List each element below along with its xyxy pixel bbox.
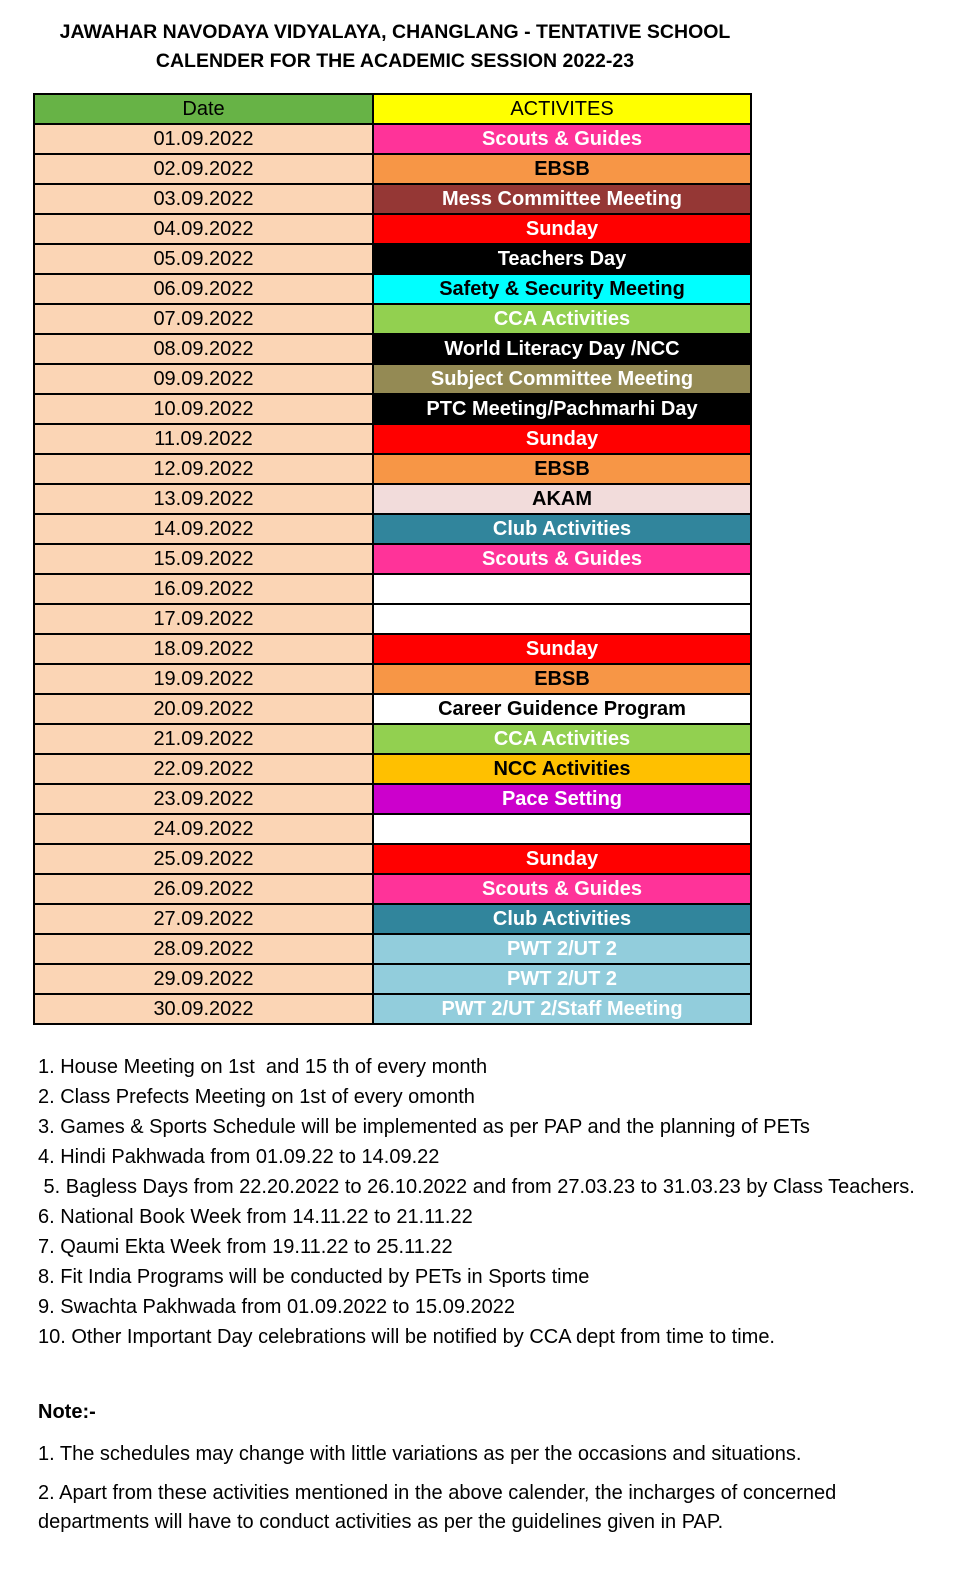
date-cell: 03.09.2022 — [34, 184, 373, 214]
activity-cell: Scouts & Guides — [373, 544, 751, 574]
activity-cell: EBSB — [373, 454, 751, 484]
date-cell: 20.09.2022 — [34, 694, 373, 724]
date-cell: 16.09.2022 — [34, 574, 373, 604]
date-cell: 05.09.2022 — [34, 244, 373, 274]
table-row — [34, 154, 751, 184]
date-cell: 12.09.2022 — [34, 454, 373, 484]
date-cell: 30.09.2022 — [34, 994, 373, 1024]
activity-cell: NCC Activities — [373, 754, 751, 784]
activity-cell: Career Guidence Program — [373, 694, 751, 724]
page-title — [0, 18, 790, 76]
activity-cell: Pace Setting — [373, 784, 751, 814]
activity-cell: EBSB — [373, 664, 751, 694]
points-list — [38, 1052, 915, 1352]
calendar-body — [34, 124, 751, 1024]
activity-cell — [373, 574, 751, 604]
title-line-1: JAWAHAR NAVODAYA VIDYALAYA, CHANGLANG - TENTATIVE SCHOOL — [59, 21, 731, 43]
date-cell: 13.09.2022 — [34, 484, 373, 514]
activity-cell: Subject Committee Meeting — [373, 364, 751, 394]
date-cell: 23.09.2022 — [34, 784, 373, 814]
activity-cell: Sunday — [373, 634, 751, 664]
table-row — [34, 934, 751, 964]
table-row — [34, 994, 751, 1024]
date-cell: 25.09.2022 — [34, 844, 373, 874]
point-item: 2. Class Prefects Meeting on 1st of every omonth — [38, 1086, 475, 1108]
date-cell: 29.09.2022 — [34, 964, 373, 994]
table-row — [34, 304, 751, 334]
activity-cell: Mess Committee Meeting — [373, 184, 751, 214]
activity-cell: World Literacy Day /NCC — [373, 334, 751, 364]
date-cell: 15.09.2022 — [34, 544, 373, 574]
notes-list — [38, 1440, 938, 1547]
activity-cell: Scouts & Guides — [373, 124, 751, 154]
activity-cell: Safety & Security Meeting — [373, 274, 751, 304]
table-row — [34, 334, 751, 364]
date-cell: 19.09.2022 — [34, 664, 373, 694]
point-item: 8. Fit India Programs will be conducted by PETs in Sports time — [38, 1266, 590, 1288]
note-item: 1. The schedules may change with little variations as per the occasions and situations. — [38, 1443, 802, 1465]
header-activities: ACTIVITES — [373, 94, 751, 124]
table-row — [34, 724, 751, 754]
table-row — [34, 844, 751, 874]
date-cell: 11.09.2022 — [34, 424, 373, 454]
calendar-table — [33, 93, 752, 1025]
activity-cell: PTC Meeting/Pachmarhi Day — [373, 394, 751, 424]
table-row — [34, 544, 751, 574]
activity-cell: CCA Activities — [373, 304, 751, 334]
point-item: 4. Hindi Pakhwada from 01.09.22 to 14.09.22 — [38, 1146, 440, 1168]
table-row — [34, 814, 751, 844]
table-header-row — [34, 94, 751, 124]
activity-cell: PWT 2/UT 2 — [373, 934, 751, 964]
point-item: 7. Qaumi Ekta Week from 19.11.22 to 25.11.22 — [38, 1236, 453, 1258]
date-cell: 10.09.2022 — [34, 394, 373, 424]
table-row — [34, 484, 751, 514]
point-item: 10. Other Important Day celebrations will be notified by CCA dept from time to time. — [38, 1326, 775, 1348]
activity-cell: Sunday — [373, 424, 751, 454]
table-row — [34, 874, 751, 904]
date-cell: 28.09.2022 — [34, 934, 373, 964]
table-row — [34, 184, 751, 214]
table-row — [34, 124, 751, 154]
date-cell: 07.09.2022 — [34, 304, 373, 334]
date-cell: 01.09.2022 — [34, 124, 373, 154]
table-row — [34, 784, 751, 814]
table-row — [34, 364, 751, 394]
note-heading: Note:- — [38, 1401, 96, 1423]
date-cell: 08.09.2022 — [34, 334, 373, 364]
table-row — [34, 514, 751, 544]
table-row — [34, 964, 751, 994]
date-cell: 26.09.2022 — [34, 874, 373, 904]
activity-cell — [373, 814, 751, 844]
activity-cell: PWT 2/UT 2/Staff Meeting — [373, 994, 751, 1024]
table-row — [34, 574, 751, 604]
date-cell: 22.09.2022 — [34, 754, 373, 784]
point-item: 9. Swachta Pakhwada from 01.09.2022 to 15.09.2022 — [38, 1296, 516, 1318]
point-item: 6. National Book Week from 14.11.22 to 21.11.22 — [38, 1206, 473, 1228]
activity-cell: CCA Activities — [373, 724, 751, 754]
date-cell: 21.09.2022 — [34, 724, 373, 754]
table-row — [34, 664, 751, 694]
activity-cell: AKAM — [373, 484, 751, 514]
table-row — [34, 904, 751, 934]
table-row — [34, 214, 751, 244]
table-row — [34, 454, 751, 484]
activity-cell: Teachers Day — [373, 244, 751, 274]
point-item: 1. House Meeting on 1st and 15 th of every month — [38, 1056, 488, 1078]
header-date: Date — [34, 94, 373, 124]
activity-cell: Sunday — [373, 214, 751, 244]
activity-cell: Sunday — [373, 844, 751, 874]
table-row — [34, 694, 751, 724]
activity-cell: EBSB — [373, 154, 751, 184]
title-line-2: CALENDER FOR THE ACADEMIC SESSION 2022-23 — [155, 50, 635, 72]
table-row — [34, 634, 751, 664]
date-cell: 02.09.2022 — [34, 154, 373, 184]
date-cell: 27.09.2022 — [34, 904, 373, 934]
date-cell: 04.09.2022 — [34, 214, 373, 244]
table-row — [34, 394, 751, 424]
table-row — [34, 244, 751, 274]
date-cell: 24.09.2022 — [34, 814, 373, 844]
date-cell: 09.09.2022 — [34, 364, 373, 394]
table-row — [34, 754, 751, 784]
point-item: 3. Games & Sports Schedule will be implemented as per PAP and the planning of PETs — [38, 1116, 810, 1138]
date-cell: 18.09.2022 — [34, 634, 373, 664]
note-item: 2. Apart from these activities mentioned in the above calender, the incharges of concerned departments will have to conduct activities as per the guidelines given in PAP. — [38, 1482, 837, 1533]
table-row — [34, 604, 751, 634]
activity-cell: Club Activities — [373, 904, 751, 934]
activity-cell: Club Activities — [373, 514, 751, 544]
date-cell: 14.09.2022 — [34, 514, 373, 544]
activity-cell: PWT 2/UT 2 — [373, 964, 751, 994]
table-row — [34, 424, 751, 454]
table-row — [34, 274, 751, 304]
date-cell: 06.09.2022 — [34, 274, 373, 304]
point-item: 5. Bagless Days from 22.20.2022 to 26.10.2022 and from 27.03.23 to 31.03.23 by Class Teachers. — [38, 1176, 915, 1198]
activity-cell: Scouts & Guides — [373, 874, 751, 904]
activity-cell — [373, 604, 751, 634]
date-cell: 17.09.2022 — [34, 604, 373, 634]
